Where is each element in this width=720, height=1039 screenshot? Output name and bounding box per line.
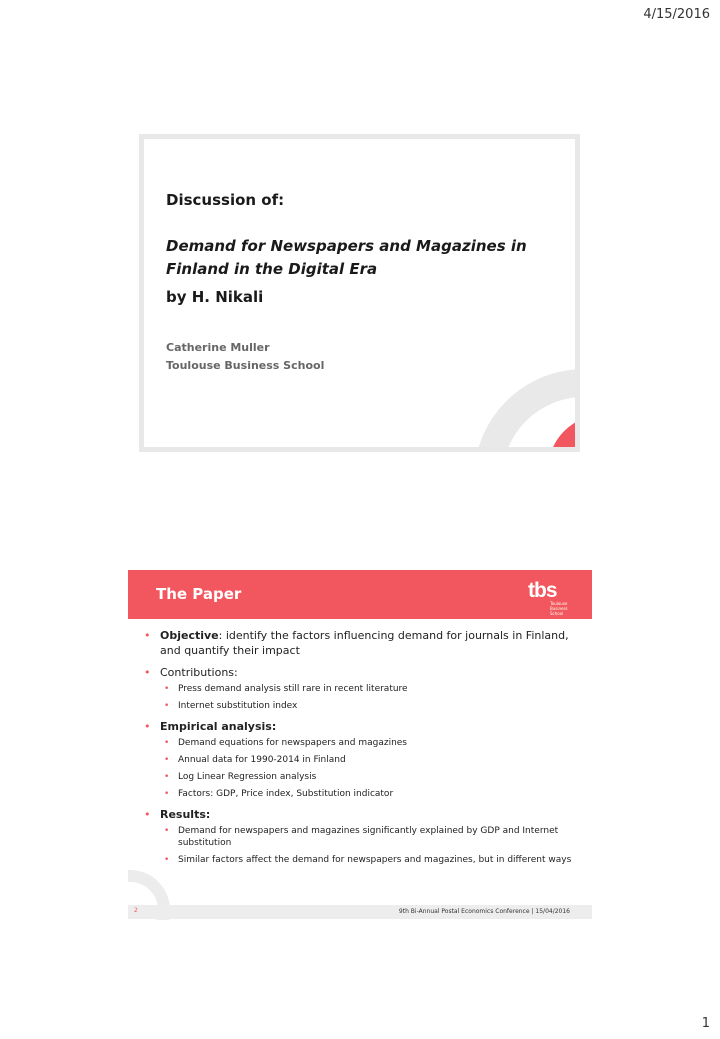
bullet-contributions <box>144 665 574 712</box>
sub-list-contributions <box>160 683 574 712</box>
sub-list-empirical <box>160 737 574 800</box>
page-date: 4/15/2016 <box>643 7 710 22</box>
conference-name: 9th Bi-Annual Postal Economics Conference <box>398 908 530 915</box>
bullet-empirical <box>144 719 574 800</box>
bullet-text: : identify the factors influencing demand for journals in Finland, and quantify their impact <box>160 629 569 657</box>
sub-bullet: • Demand for newspapers and magazines significantly explained by GDP and Internet substitution <box>160 825 574 849</box>
bullet-list <box>144 628 574 873</box>
sub-bullet: • Internet substitution index <box>160 700 574 712</box>
sub-bullet: • Demand equations for newspapers and magazines <box>160 737 574 749</box>
presenter-affiliation: Toulouse Business School <box>166 359 325 372</box>
sub-bullet: • Log Linear Regression analysis <box>160 771 574 783</box>
paper-title-line-2: Finland in the Digital Era <box>166 260 378 278</box>
bullet-label: Results: <box>160 808 211 821</box>
bullet-label: Empirical analysis: <box>160 720 277 733</box>
sub-bullet: • Factors: GDP, Price index, Substitution indicator <box>160 788 574 800</box>
title-slide <box>139 134 580 452</box>
bullet-text: Contributions: <box>160 666 238 679</box>
slide-footer <box>128 905 592 919</box>
sub-bullet: • Annual data for 1990-2014 in Finland <box>160 754 574 766</box>
paper-title <box>166 235 566 281</box>
sub-bullet: • Similar factors affect the demand for newspapers and magazines, but in different ways <box>160 854 574 866</box>
tbs-logo <box>528 579 576 616</box>
conference-info: 9th Bi-Annual Postal Economics Conference | 15/04/2016 <box>398 908 570 915</box>
sub-bullet: • Press demand analysis still rare in recent literature <box>160 683 574 695</box>
slide-heading: Discussion of: <box>166 191 285 209</box>
bullet-objective <box>144 628 574 658</box>
page-number: 1 <box>701 1016 710 1031</box>
tbs-logo-subtext: Toulouse Business School <box>550 601 568 616</box>
tbs-logo-mark: tbs <box>528 579 557 602</box>
bullet-results <box>144 807 574 866</box>
presenter-name: Catherine Muller <box>166 341 270 354</box>
sub-list-results <box>160 825 574 866</box>
paper-title-line-1: Demand for Newspapers and Magazines in <box>166 237 527 255</box>
slide-header-bar <box>128 570 592 619</box>
conference-date: 15/04/2016 <box>535 908 570 915</box>
paper-summary-slide <box>128 570 592 920</box>
title-slide-body <box>144 139 575 447</box>
slide-title: The Paper <box>156 585 242 603</box>
paper-author: by H. Nikali <box>166 288 264 306</box>
bullet-label: Objective <box>160 629 219 642</box>
slide-number: 2 <box>134 907 138 914</box>
